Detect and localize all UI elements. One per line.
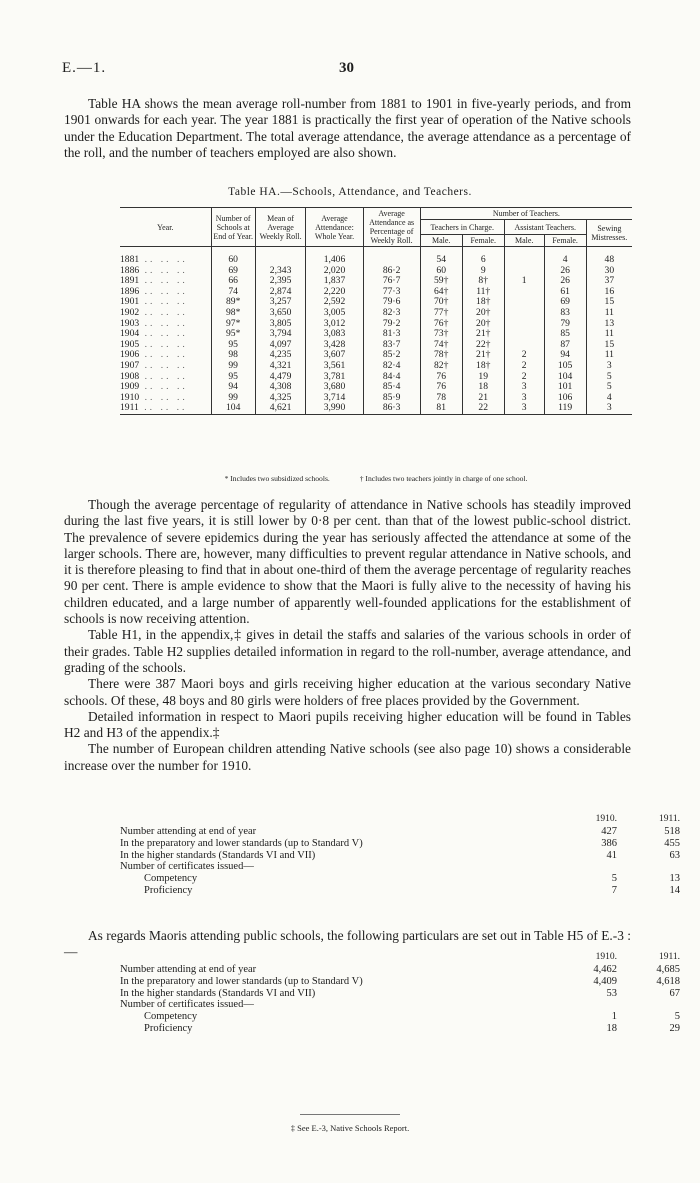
cell-ic_f: 8† (462, 276, 504, 287)
cell-ic_f: 22 (462, 403, 504, 414)
cell-as_f: 87 (544, 340, 586, 351)
year-value: 1904 (120, 328, 140, 340)
table-row (120, 266, 632, 277)
col-attendance-header: Average Attendance: Whole Year. (306, 208, 363, 247)
cell-pct: 77·3 (363, 287, 420, 298)
maori-col-1910: 1910. (595, 952, 617, 962)
table-row (120, 372, 632, 383)
cell-as_f: 26 (544, 266, 586, 277)
col-as-male-header: Male. (504, 235, 544, 247)
cell-ic_f: 18 (462, 382, 504, 393)
cell-as_m: 3 (504, 393, 544, 404)
stat-value-1911: 63 (669, 849, 680, 861)
cell-ic_m: 70† (420, 297, 462, 308)
cell-ic_m: 60 (420, 266, 462, 277)
cell-attendance: 3,561 (306, 361, 363, 372)
stat-label: Proficiency (144, 885, 193, 896)
cell-as_f: 69 (544, 297, 586, 308)
cell-year (120, 403, 211, 414)
table-row (120, 340, 632, 351)
maori-intro-text: As regards Maoris attending public schools, the following particulars are set out in Table H5 of E.-3 :— (64, 928, 631, 960)
leader-dots: .. .. .. (139, 306, 188, 318)
cell-attendance: 3,012 (306, 319, 363, 330)
stat-value-1911: 29 (669, 1023, 680, 1034)
cell-as_f: 119 (544, 403, 586, 414)
cell-attendance: 3,607 (306, 350, 363, 361)
cell-pct: 76·7 (363, 276, 420, 287)
european-stat-row (120, 885, 680, 897)
cell-attendance: 1,406 (306, 255, 363, 266)
table-title: Table HA.—Schools, Attendance, and Teachers. (228, 186, 472, 198)
european-stat-row (120, 838, 680, 850)
cell-roll: 4,325 (255, 393, 306, 404)
stat-value-1910: 4,462 (593, 964, 617, 975)
leader-dots: .. .. .. (139, 275, 188, 287)
cell-ic_f: 21† (462, 350, 504, 361)
cell-sew: 48 (586, 255, 632, 266)
cell-ic_m: 78† (420, 350, 462, 361)
year-value: 1902 (120, 306, 140, 318)
page-number: 30 (339, 60, 354, 76)
paragraph-secondary: There were 387 Maori boys and girls receiving higher education at the various secondary Native schools. Of these, 48 boys and 80 girls were holders of free places provided by the Government. (64, 676, 631, 708)
cell-ic_f: 22† (462, 340, 504, 351)
cell-as_m: 1 (504, 276, 544, 287)
cell-as_m (504, 319, 544, 330)
body-text (64, 497, 631, 774)
cell-schools: 104 (211, 403, 255, 414)
european-stat-row (120, 850, 680, 862)
cell-pct: 85·2 (363, 350, 420, 361)
paragraph-higher-education: Detailed information in respect to Maori pupils receiving higher education will be found in Tables H2 and H3 of the appendix.‡ (64, 708, 631, 741)
col-roll-header: Mean of Average Weekly Roll. (255, 208, 306, 247)
stat-value-1910: 53 (606, 987, 617, 999)
cell-as_f: 85 (544, 329, 586, 340)
col-in-charge-header: Teachers in Charge. (420, 220, 504, 235)
year-value: 1908 (120, 370, 140, 382)
schools-table (120, 207, 632, 415)
cell-schools: 99 (211, 361, 255, 372)
stat-label: In the preparatory and lower standards (up to Standard V) (120, 975, 363, 987)
stat-value-1911: 4,618 (656, 975, 680, 987)
cell-roll: 4,235 (255, 350, 306, 361)
table-note-subsidized: * Includes two subsidized schools. (224, 474, 330, 483)
year-value: 1896 (120, 285, 140, 297)
cell-ic_m: 76 (420, 382, 462, 393)
cell-sew: 16 (586, 287, 632, 298)
stat-label: Number of certificates issued— (120, 861, 254, 873)
cell-schools: 95* (211, 329, 255, 340)
cell-sew: 30 (586, 266, 632, 277)
col-ic-female-header: Female. (462, 235, 504, 247)
year-value: 1905 (120, 338, 140, 350)
year-value: 1901 (120, 296, 140, 308)
table-row (120, 403, 632, 414)
cell-schools: 99 (211, 393, 255, 404)
stat-value-1911: 518 (664, 826, 680, 837)
cell-ic_m: 74† (420, 340, 462, 351)
cell-sew: 3 (586, 361, 632, 372)
cell-ic_m: 82† (420, 361, 462, 372)
cell-attendance: 3,990 (306, 403, 363, 414)
cell-ic_m: 73† (420, 329, 462, 340)
cell-roll: 2,395 (255, 276, 306, 287)
intro-paragraph (64, 96, 631, 161)
cell-roll: 2,874 (255, 287, 306, 298)
european-stats (120, 814, 680, 924)
european-stat-row (120, 873, 680, 885)
leader-dots: .. .. .. (139, 317, 188, 329)
cell-as_m: 2 (504, 350, 544, 361)
cell-ic_f: 20† (462, 319, 504, 330)
table-row (120, 276, 632, 287)
cell-schools: 89* (211, 297, 255, 308)
stat-value-1910: 1 (611, 1011, 617, 1023)
cell-as_m: 2 (504, 361, 544, 372)
stat-value-1910: 7 (611, 885, 617, 896)
stat-value-1911: 5 (674, 1011, 680, 1023)
cell-attendance: 2,220 (306, 287, 363, 298)
cell-schools: 98* (211, 308, 255, 319)
maori-stat-row (120, 976, 680, 988)
stat-label: In the preparatory and lower standards (up to Standard V) (120, 837, 363, 849)
cell-sew: 15 (586, 297, 632, 308)
cell-pct: 84·4 (363, 372, 420, 383)
cell-sew: 11 (586, 308, 632, 319)
cell-attendance: 3,680 (306, 382, 363, 393)
cell-schools: 95 (211, 340, 255, 351)
leader-dots: .. .. .. (139, 338, 188, 350)
leader-dots: .. .. .. (139, 254, 188, 265)
cell-roll: 3,794 (255, 329, 306, 340)
cell-sew: 3 (586, 403, 632, 414)
stat-label: Proficiency (144, 1023, 193, 1034)
stat-value-1910: 427 (601, 826, 617, 837)
cell-pct (363, 255, 420, 266)
cell-schools: 69 (211, 266, 255, 277)
stat-value-1910: 386 (601, 837, 617, 849)
cell-as_m (504, 297, 544, 308)
cell-roll: 4,621 (255, 403, 306, 414)
cell-roll: 4,479 (255, 372, 306, 383)
cell-as_m: 2 (504, 372, 544, 383)
stat-label: Number of certificates issued— (120, 999, 254, 1011)
cell-roll: 3,650 (255, 308, 306, 319)
cell-attendance: 2,592 (306, 297, 363, 308)
table-row (120, 297, 632, 308)
maori-stat-row (120, 1023, 680, 1035)
table-row (120, 308, 632, 319)
cell-attendance: 3,005 (306, 308, 363, 319)
stat-value-1911: 455 (664, 837, 680, 849)
cell-sew: 4 (586, 393, 632, 404)
european-col-1910: 1910. (595, 814, 617, 824)
cell-ic_f: 20† (462, 308, 504, 319)
stat-value-1910: 4,409 (593, 975, 617, 987)
cell-roll: 4,321 (255, 361, 306, 372)
cell-ic_m: 77† (420, 308, 462, 319)
stat-value-1911: 14 (669, 885, 680, 896)
cell-ic_f: 18† (462, 297, 504, 308)
table-note-joint: † Includes two teachers jointly in charge of one school. (359, 474, 528, 483)
european-stat-row (120, 861, 680, 873)
cell-as_m: 3 (504, 382, 544, 393)
table-row (120, 393, 632, 404)
year-value: 1906 (120, 349, 140, 361)
maori-stat-row (120, 1011, 680, 1023)
cell-as_m: 3 (504, 403, 544, 414)
document-code: E.—1. (62, 60, 107, 76)
year-value: 1910 (120, 391, 140, 403)
cell-ic_f: 21† (462, 329, 504, 340)
cell-ic_f: 21 (462, 393, 504, 404)
cell-ic_m: 64† (420, 287, 462, 298)
leader-dots: .. .. .. (139, 370, 188, 382)
cell-pct: 86·2 (363, 266, 420, 277)
leader-dots: .. .. .. (139, 296, 188, 308)
maori-stats (120, 952, 680, 1062)
cell-schools: 60 (211, 255, 255, 266)
paragraph-european: The number of European children attending Native schools (see also page 10) shows a considerable increase over the number for 1910. (64, 741, 631, 773)
stat-label: Competency (144, 873, 198, 885)
maori-stat-row (120, 964, 680, 976)
stat-value-1910: 18 (606, 1023, 617, 1034)
maori-col-1911: 1911. (658, 952, 680, 962)
year-value: 1903 (120, 317, 140, 329)
table-row (120, 361, 632, 372)
leader-dots: .. .. .. (139, 359, 188, 371)
cell-ic_m: 78 (420, 393, 462, 404)
stat-value-1911: 13 (669, 873, 680, 885)
leader-dots: .. .. .. (139, 381, 188, 393)
col-sewing-header: Sewing Mistresses. (586, 220, 632, 247)
leader-dots: .. .. .. (139, 264, 188, 276)
stat-label: Number attending at end of year (120, 826, 257, 837)
cell-attendance: 3,083 (306, 329, 363, 340)
year-value: 1911 (120, 402, 139, 414)
cell-pct: 79·2 (363, 319, 420, 330)
stat-label: In the higher standards (Standards VI and VII) (120, 987, 316, 999)
cell-as_f: 61 (544, 287, 586, 298)
cell-as_f: 106 (544, 393, 586, 404)
cell-attendance: 3,781 (306, 372, 363, 383)
cell-as_f: 105 (544, 361, 586, 372)
cell-schools: 98 (211, 350, 255, 361)
cell-roll: 2,343 (255, 266, 306, 277)
cell-attendance: 3,714 (306, 393, 363, 404)
cell-schools: 97* (211, 319, 255, 330)
cell-roll: 4,308 (255, 382, 306, 393)
year-value: 1907 (120, 359, 140, 371)
table-row (120, 350, 632, 361)
cell-as_f: 101 (544, 382, 586, 393)
footnote-rule (300, 1114, 400, 1115)
col-ic-male-header: Male. (420, 235, 462, 247)
cell-sew: 15 (586, 340, 632, 351)
cell-as_m (504, 329, 544, 340)
year-value: 1881 (120, 254, 140, 265)
cell-sew: 37 (586, 276, 632, 287)
col-percentage-header: Average Attendance as Percentage of Weekly Roll. (363, 208, 420, 247)
european-col-1911: 1911. (658, 814, 680, 824)
col-schools-header: Number of Schools at End of Year. (211, 208, 255, 247)
cell-pct: 79·6 (363, 297, 420, 308)
leader-dots: .. .. .. (139, 285, 188, 297)
cell-pct: 83·7 (363, 340, 420, 351)
cell-attendance: 2,020 (306, 266, 363, 277)
cell-ic_m: 81 (420, 403, 462, 414)
cell-ic_m: 59† (420, 276, 462, 287)
cell-as_f: 94 (544, 350, 586, 361)
cell-as_f: 83 (544, 308, 586, 319)
table-row (120, 382, 632, 393)
col-assistant-header: Assistant Teachers. (504, 220, 586, 235)
cell-sew: 5 (586, 382, 632, 393)
cell-pct: 82·3 (363, 308, 420, 319)
maori-stat-row (120, 999, 680, 1011)
cell-roll: 4,097 (255, 340, 306, 351)
cell-ic_m: 76† (420, 319, 462, 330)
year-value: 1891 (120, 275, 140, 287)
cell-pct: 82·4 (363, 361, 420, 372)
cell-pct: 81·3 (363, 329, 420, 340)
cell-ic_f: 6 (462, 255, 504, 266)
table-row (120, 287, 632, 298)
col-year-header: Year. (120, 208, 211, 247)
cell-sew: 5 (586, 372, 632, 383)
paragraph-attendance: Though the average percentage of regularity of attendance in Native schools has steadily improved during the last five years, it is still lower by 0·8 per cent. than that of the lowest public-school district. The prevalence of severe epidemics during the year has seriously affected the attendance at some of the larger schools. There are, however, many difficulties to prevent regular attendance in Native schools, and it is therefore pleasing to find that in about one-third of them the average percentage of regularity reaches 90 per cent. There is ample evidence to show that the Maori is fully alive to the necessity of having his children educated, and a large number of apparently well-founded applications for the establishment of schools is now receiving attention. (64, 497, 631, 627)
col-as-female-header: Female. (544, 235, 586, 247)
cell-as_m (504, 287, 544, 298)
stat-label: In the higher standards (Standards VI and VII) (120, 849, 316, 861)
leader-dots: .. .. .. (139, 349, 188, 361)
cell-attendance: 1,837 (306, 276, 363, 287)
leader-dots: .. .. .. (139, 328, 188, 340)
cell-as_f: 26 (544, 276, 586, 287)
cell-attendance: 3,428 (306, 340, 363, 351)
intro-text: Table HA shows the mean average roll-number from 1881 to 1901 in five-yearly periods, and from 1901 onwards for each year. The year 1881 is practically the first year of operation of the Native schools under the Education Department. The total average attendance, the average attendance as a percentage of the roll, and the number of teachers employed are also shown. (64, 96, 631, 160)
cell-schools: 74 (211, 287, 255, 298)
cell-ic_m: 54 (420, 255, 462, 266)
year-value: 1909 (120, 381, 140, 393)
stat-value-1910: 5 (611, 873, 617, 885)
cell-sew: 11 (586, 329, 632, 340)
stat-label: Number attending at end of year (120, 964, 257, 975)
stat-value-1911: 4,685 (656, 964, 680, 975)
cell-as_f: 104 (544, 372, 586, 383)
cell-roll: 3,805 (255, 319, 306, 330)
cell-roll (255, 255, 306, 266)
cell-ic_f: 18† (462, 361, 504, 372)
cell-as_m (504, 255, 544, 266)
table-row (120, 255, 632, 266)
year-value: 1886 (120, 264, 140, 276)
cell-pct: 85·9 (363, 393, 420, 404)
cell-schools: 66 (211, 276, 255, 287)
stat-label: Competency (144, 1011, 198, 1023)
cell-as_m (504, 308, 544, 319)
cell-ic_f: 11† (462, 287, 504, 298)
col-teachers-header: Number of Teachers. (420, 208, 632, 220)
cell-as_f: 4 (544, 255, 586, 266)
table-row (120, 319, 632, 330)
leader-dots: .. .. .. (139, 391, 188, 403)
cell-ic_f: 9 (462, 266, 504, 277)
cell-sew: 13 (586, 319, 632, 330)
cell-schools: 94 (211, 382, 255, 393)
footnote: ‡ See E.-3, Native Schools Report. (290, 1123, 410, 1133)
maori-stat-row (120, 988, 680, 1000)
paragraph-table-h1: Table H1, in the appendix,‡ gives in detail the staffs and salaries of the various schools in order of their grades. Table H2 supplies detailed information in regard to the roll-number, average attendance, and grading of the schools. (64, 627, 631, 675)
european-stat-row (120, 826, 680, 838)
cell-as_f: 79 (544, 319, 586, 330)
cell-ic_f: 19 (462, 372, 504, 383)
cell-pct: 85·4 (363, 382, 420, 393)
cell-schools: 95 (211, 372, 255, 383)
cell-roll: 3,257 (255, 297, 306, 308)
stat-value-1911: 67 (669, 987, 680, 999)
cell-pct: 86·3 (363, 403, 420, 414)
stat-value-1910: 41 (606, 849, 617, 861)
table-row (120, 329, 632, 340)
table-notes (120, 474, 632, 483)
cell-sew: 11 (586, 350, 632, 361)
cell-ic_m: 76 (420, 372, 462, 383)
leader-dots: .. .. .. (138, 402, 188, 414)
